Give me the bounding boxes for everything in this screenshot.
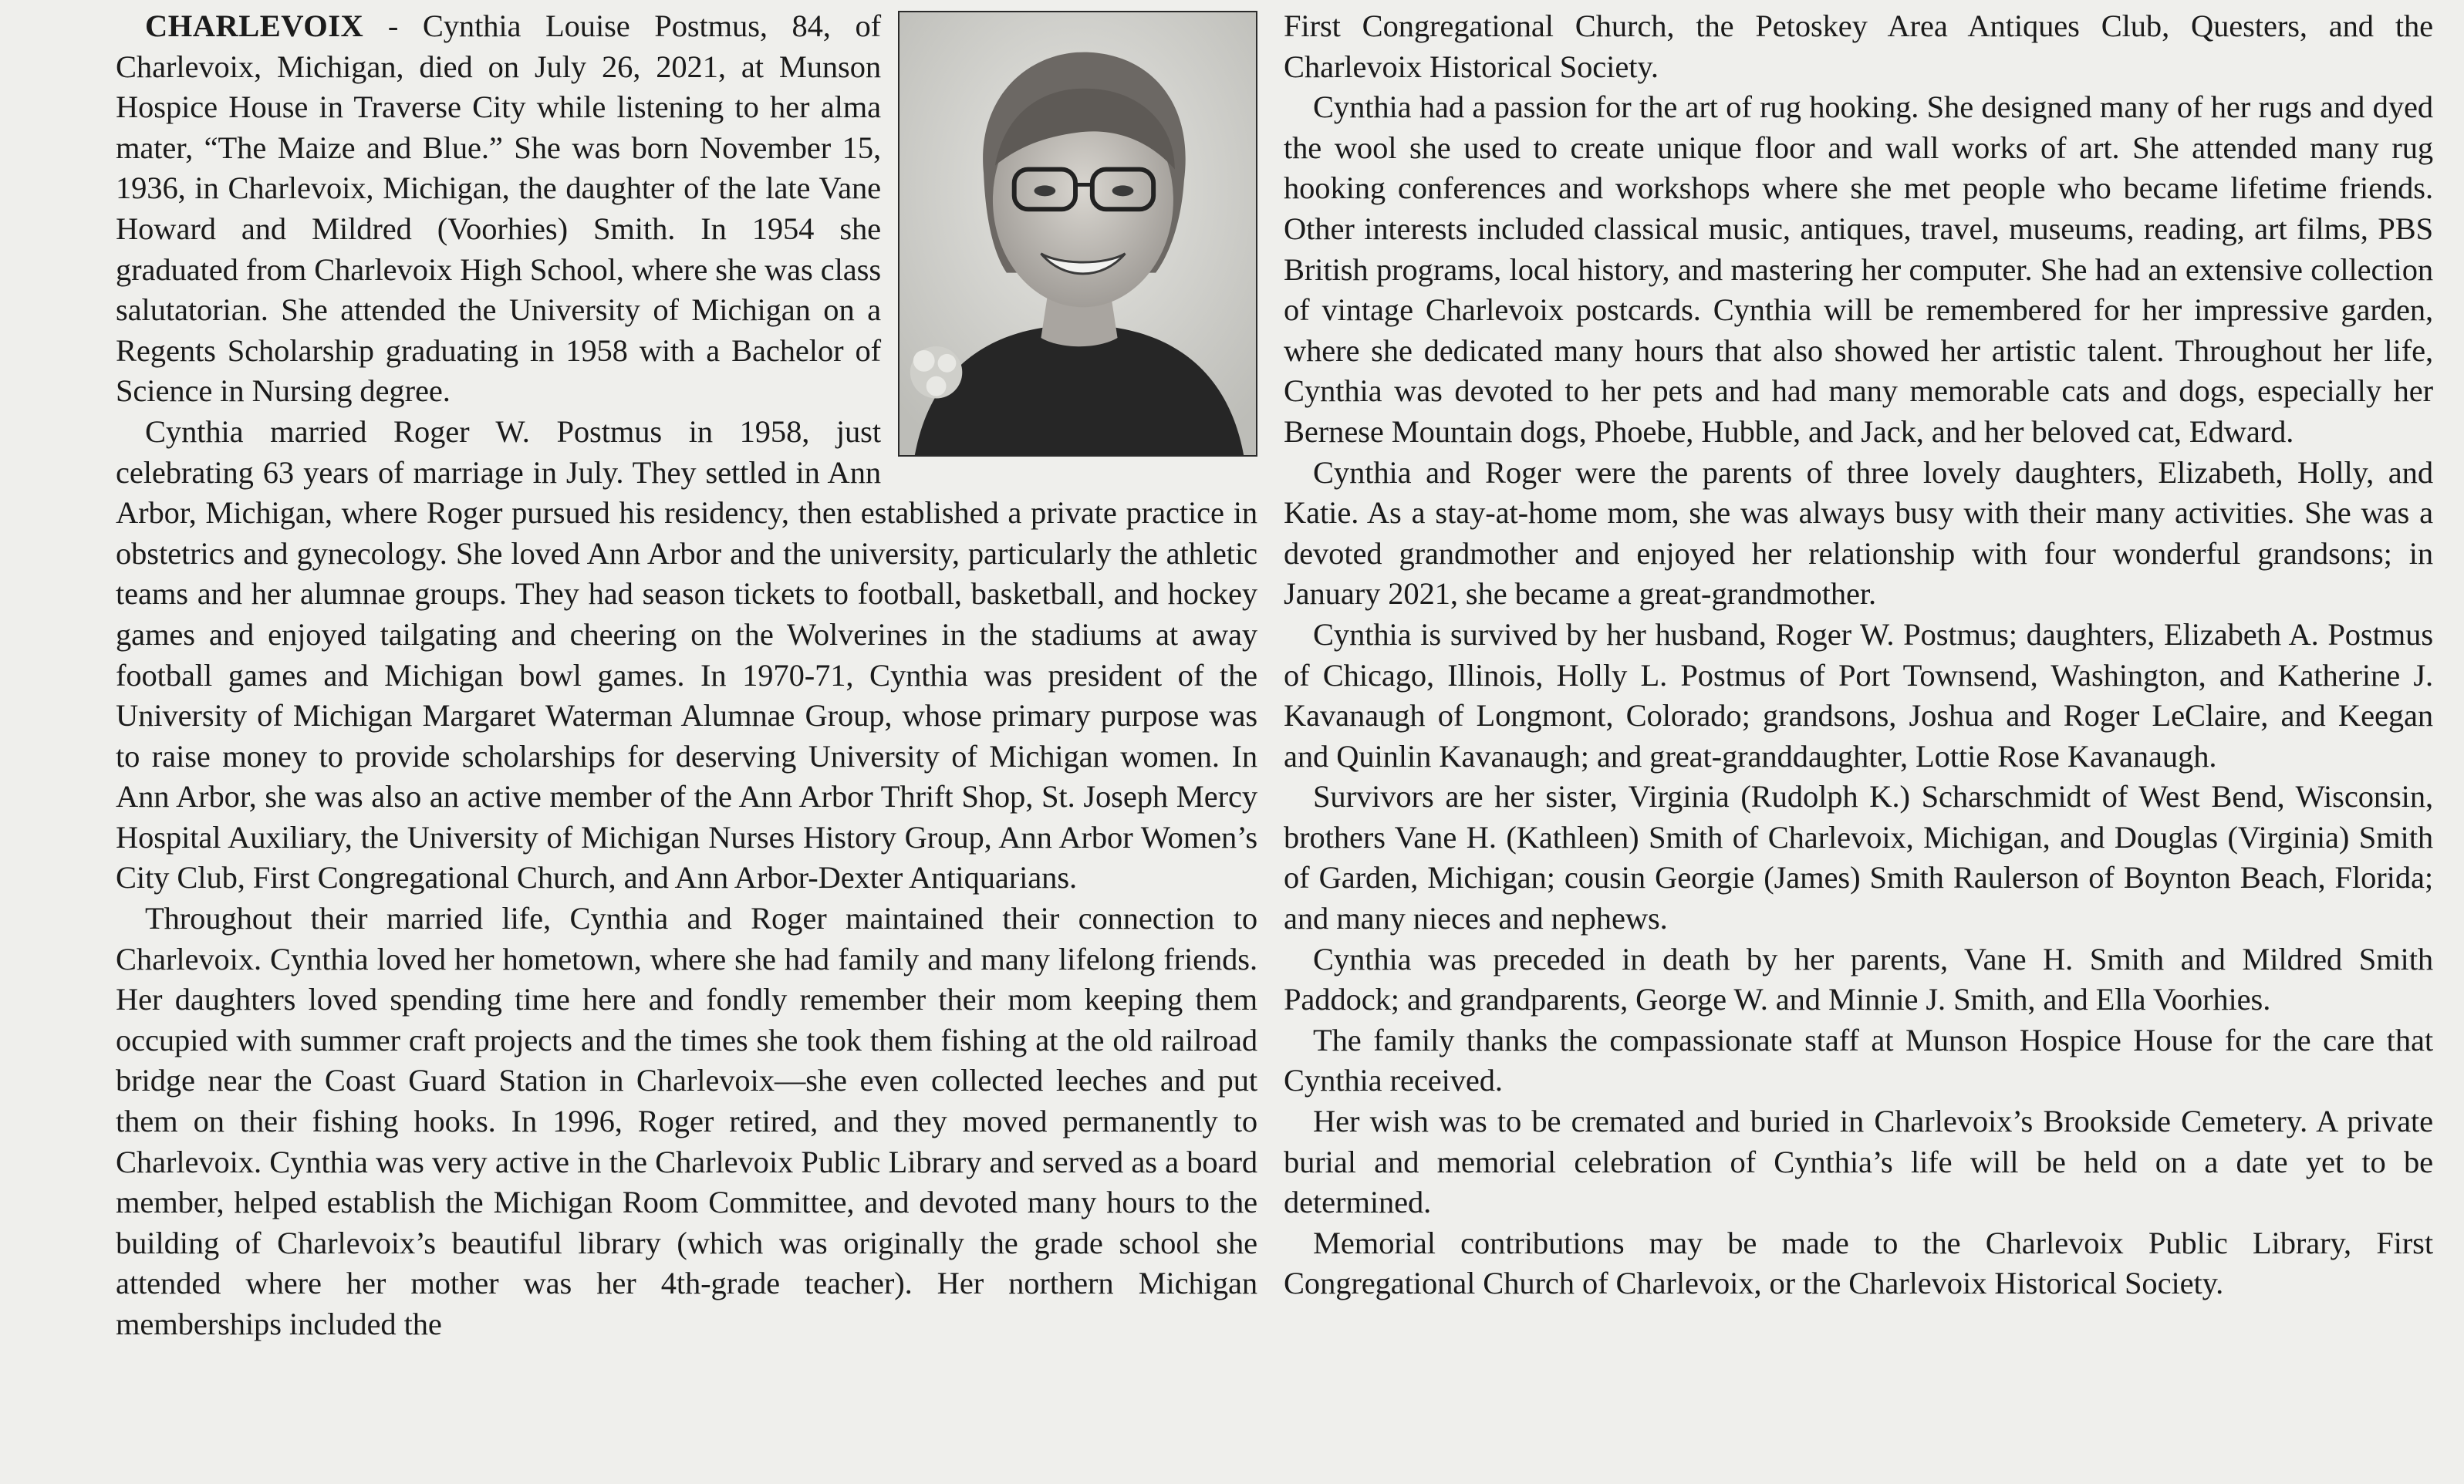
right-column (1284, 6, 2433, 1304)
obituary-paragraph-5: Cynthia and Roger were the parents of three lovely daughters, Elizabeth, Holly, and Katie. As a stay-at-home mom, she was always busy with their many activities. She was a devoted grandmother and enjoyed her relationship with four wonderful grandsons; in January 2021, she became a great-grandmother. (1284, 454, 2433, 612)
paragraph-1-text: - Cynthia Louise Postmus, 84, of Charlevoix, Michigan, died on July 26, 2021, at Munson Hospice House in Traverse City while listening to her alma mater, “The Maize and Blue.” She was born November 15, 1936, in Charlevoix, Michigan, the daughter of the late Vane Howard and Mildred (Voorhies) Smith. In 1954 she graduated from Charlevoix High School, where she was class salutatorian. She attended the University of Michigan on a Regents Scholarship graduating in 1958 with a Bachelor of Science in Nursing degree. (116, 8, 881, 409)
obituary-paragraph-6: Cynthia is survived by her husband, Roger W. Postmus; daughters, Elizabeth A. Postmus of Chicago, Illinois, Holly L. Postmus of Port Townsend, Washington, and Katherine J. Kavanaugh of Longmont, Colorado; grandsons, Joshua and Roger LeClaire, and Keegan and Quinlin Kavanaugh; and great-granddaughter, Lottie Rose Kavanaugh. (1284, 616, 2433, 774)
obituary-paragraph-2: Cynthia married Roger W. Postmus in 1958, just celebrating 63 years of marriage in July. They settled in Ann Arbor, Michigan, where Roger pursued his residency, then established a private practice in obstetrics and gynecology. She loved Ann Arbor and the university, particularly the athletic teams and her alumnae groups. They had season tickets to football, basketball, and hockey games and enjoyed tailgating and cheering on the Wolverines in the stadiums at away football games and Michigan bowl games. In 1970-71, Cynthia was president of the University of Michigan Margaret Waterman Alumnae Group, whose primary purpose was to raise money to provide scholarships for deserving University of Michigan women. In Ann Arbor, she was also an active member of the Ann Arbor Thrift Shop, St. Joseph Mercy Hospital Auxiliary, the University of Michigan Nurses History Group, Ann Arbor Women’s City Club, First Congregational Church, and Ann Arbor-Dexter Antiquarians. (116, 413, 1257, 895)
portrait-image (900, 12, 1256, 455)
obituary-paragraph-3: Throughout their married life, Cynthia and Roger maintained their connection to Charlevoix. Cynthia loved her hometown, where she had family and many lifelong friends. Her daughters loved spending time here and fondly remember their mom keeping them occupied with summer craft projects and the times she took them fishing at the old railroad bridge near the Coast Guard Station in Charlevoix—she even collected leeches and put them on their fishing hooks. In 1996, Roger retired, and they moved permanently to Charlevoix. Cynthia was very active in the Charlevoix Public Library and served as a board member, helped establish the Michigan Room Committee, and devoted many hours to the building of Charlevoix’s beautiful library (which was originally the grade school she attended where her mother was her 4th-grade teacher). Her northern Michigan memberships included the (116, 901, 1257, 1341)
obituary-paragraph-4: Cynthia had a passion for the art of rug hooking. She designed many of her rugs and dyed the wool she used to create unique floor and wall works of art. She attended many rug hooking conferences and workshops where she met people who became lifetime friends. Other interests included classical music, antiques, travel, museums, reading, art films, PBS British programs, local history, and mastering her computer. She had an extensive collection of vintage Charlevoix postcards. Cynthia will be remembered for her impressive garden, where she dedicated many hours that also showed her artistic talent. Throughout her life, Cynthia was devoted to her pets and had many memorable cats and dogs, especially her Bernese Mountain dogs, Phoebe, Hubble, and Jack, and her beloved cat, Edward. (1284, 89, 2433, 449)
obituary-paragraph-7: Survivors are her sister, Virginia (Rudolph K.) Scharschmidt of West Bend, Wisconsin, brothers Vane H. (Kathleen) Smith of Charlevoix, Michigan, and Douglas (Virginia) Smith of Garden, Michigan; cousin Georgie (James) Smith Raulerson of Boynton Beach, Florida; and many nieces and nephews. (1284, 779, 2433, 936)
dateline: CHARLEVOIX (145, 8, 364, 43)
portrait-photo (898, 11, 1257, 457)
obituary-paragraph-10: Her wish was to be cremated and buried in Charlevoix’s Brookside Cemetery. A private burial and memorial celebration of Cynthia’s life will be held on a date yet to be determined. (1284, 1104, 2433, 1220)
obituary-paragraph-8: Cynthia was preceded in death by her parents, Vane H. Smith and Mildred Smith Paddock; and grandparents, George W. and Minnie J. Smith, and Ella Voorhies. (1284, 941, 2433, 1017)
obituary-paragraph-11: Memorial contributions may be made to the Charlevoix Public Library, First Congregational Church of Charlevoix, or the Charlevoix Historical Society. (1284, 1225, 2433, 1301)
obituary-paragraph-3-continued: First Congregational Church, the Petoskey Area Antiques Club, Questers, and the Charlevoix Historical Society. (1284, 8, 2433, 84)
left-column (116, 6, 1257, 1345)
obituary-paragraph-9: The family thanks the compassionate staff at Munson Hospice House for the care that Cynthia received. (1284, 1022, 2433, 1098)
